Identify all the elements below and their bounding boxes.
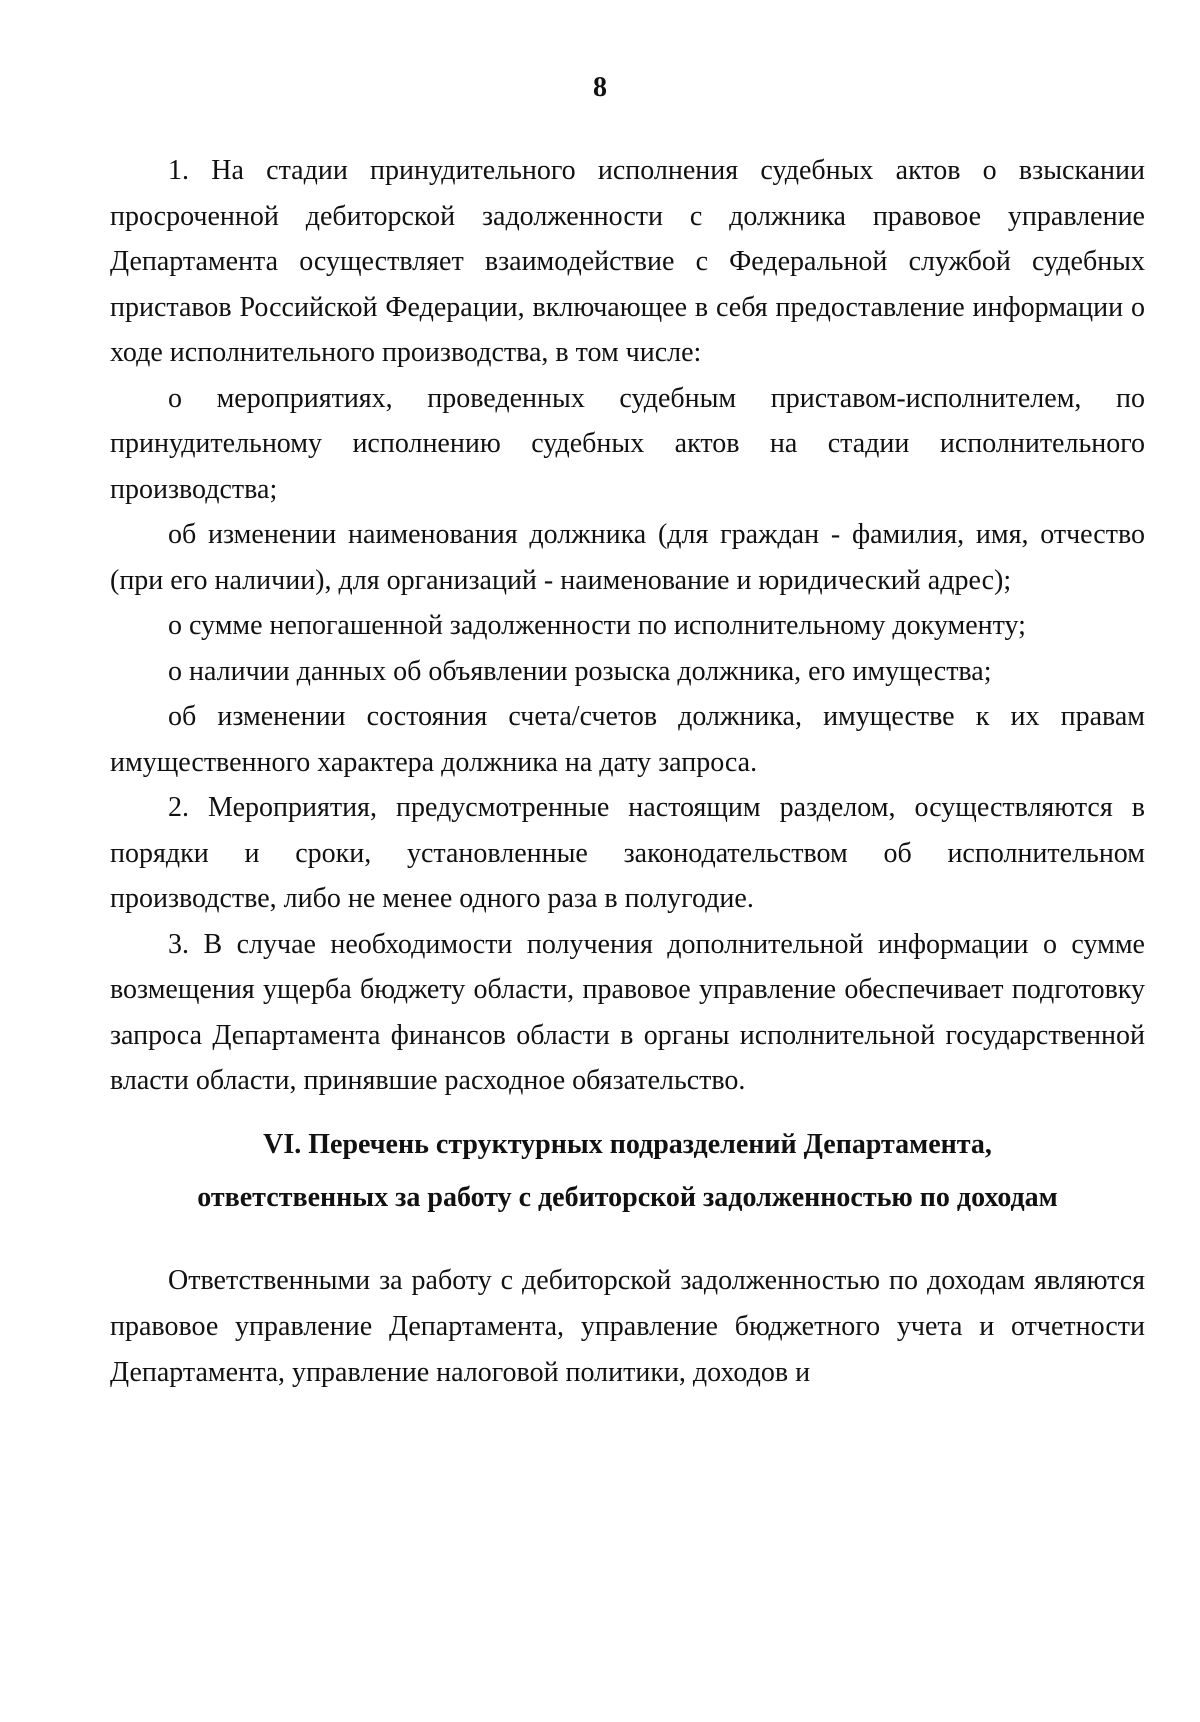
paragraph-debtor-name-change: об изменении наименования должника (для граждан - фамилия, имя, отчество (при его наличии), для организаций - наименование и юридический адрес); bbox=[110, 519, 1145, 596]
paragraph-3: 3. В случае необходимости получения дополнительной информации о сумме возмещения ущерба бюджету области, правовое управление обеспечивает подготовку запроса Департамента финансов области в органы исполнительной государственной власти области, принявшие расходное обязательство. bbox=[110, 928, 1145, 1096]
paragraph-measures: о мероприятиях, проведенных судебным приставом-исполнителем, по принудительному исполнению судебных актов на стадии исполнительного производства; bbox=[110, 382, 1145, 505]
section-vi-heading bbox=[110, 1118, 1145, 1224]
paragraph-search: о наличии данных об объявлении розыска должника, его имущества; bbox=[168, 655, 992, 687]
page-number: 8 bbox=[593, 72, 607, 103]
paragraph-2: 2. Мероприятия, предусмотренные настоящим разделом, осуществляются в порядки и сроки, установленные законодательством об исполнительном производстве, либо не менее одного раза в полугодие. bbox=[110, 792, 1145, 914]
section-vi-body bbox=[110, 1258, 1145, 1396]
section-v-body bbox=[110, 148, 1145, 1104]
paragraph-1: 1. На стадии принудительного исполнения судебных актов о взыскании просроченной дебиторской задолженности с должника правовое управление Департамента осуществляет взаимодействие с Федеральной службой судебных приставов Российской Федерации, включающее в себя предоставление информации о ходе исполнительного производства, в том числе: bbox=[110, 155, 1145, 368]
section-heading-line-2: ответственных за работу с дебиторской задолженностью по доходам bbox=[197, 1182, 1058, 1213]
paragraph-unpaid-sum: о сумме непогашенной задолженности по исполнительному документу; bbox=[168, 610, 1026, 641]
section-heading-line-1: VI. Перечень структурных подразделений Департамента, bbox=[263, 1129, 992, 1160]
paragraph-account-state: об изменении состояния счета/счетов должника, имуществе к их правам имущественного характера должника на дату запроса. bbox=[110, 701, 1145, 778]
paragraph-responsible: Ответственными за работу с дебиторской задолженностью по доходам являются правовое управление Департамента, управление бюджетного учета и отчетности Департамента, управление налоговой политики, доходов и bbox=[110, 1265, 1145, 1388]
